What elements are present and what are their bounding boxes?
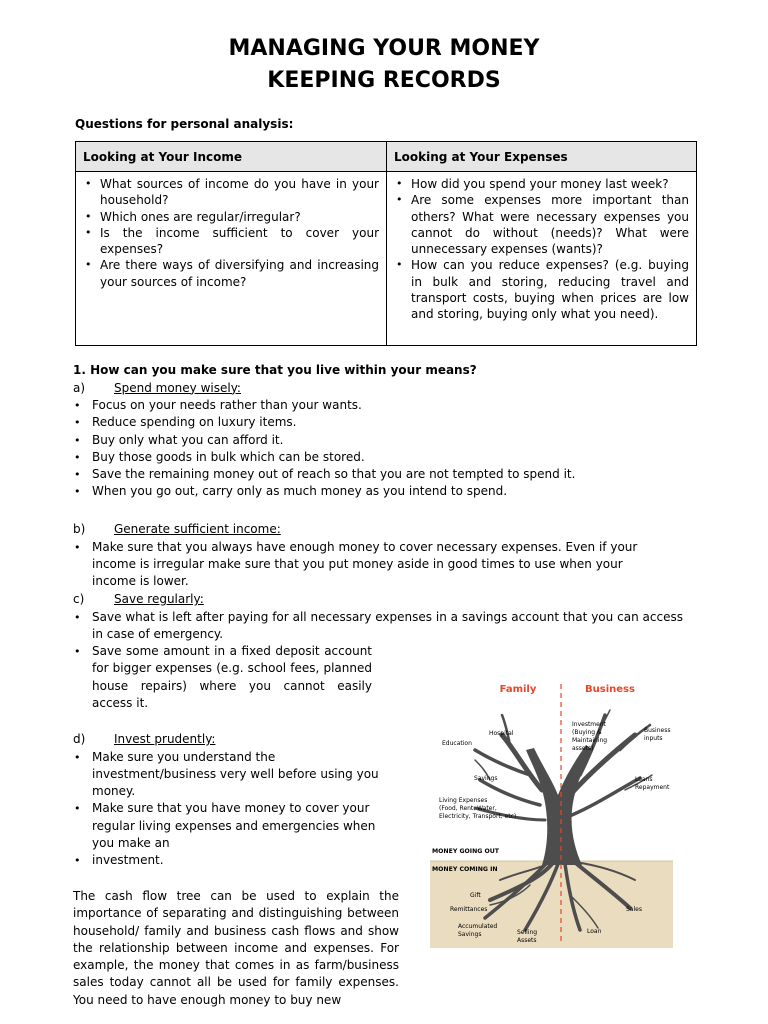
page-title-line1: MANAGING YOUR MONEY — [228, 36, 540, 61]
subsection-title-b — [73, 521, 663, 539]
expense-questions-cell — [387, 172, 697, 346]
remittances-label: Remittances — [450, 906, 488, 913]
list-item: • Save the remaining money out of reach so that you are not tempted to spend it. — [73, 466, 693, 483]
table-header-row — [76, 142, 697, 172]
list-item: • Make sure that you have money to cover your regular living expenses and emergencies when you make an — [73, 800, 383, 852]
business-inputs-label: Business — [644, 727, 671, 734]
cash-flow-paragraph: The cash flow tree can be used to explain the importance of separating and distinguishing between household/ family and business cash flows and show the relationship between income and expenses. For example, the money that comes in as farm/business sales today cannot all be used for family expenses. You need to have enough money to buy new — [73, 889, 399, 1007]
spend-wisely-list — [73, 397, 693, 501]
subsection-title-text: Spend money wisely: — [114, 380, 241, 395]
section-heading: 1. How can you make sure that you live within your means? — [73, 363, 477, 377]
page-title-line2: KEEPING RECORDS — [267, 68, 501, 93]
list-item: • Save what is left after paying for all necessary expenses in a savings account that you can access in case of emergency. — [73, 609, 683, 644]
accumulated-savings-label: Savings — [458, 931, 482, 938]
table-row — [76, 172, 697, 346]
subsection-letter: d) — [73, 732, 86, 746]
loans-repayment-label: Loans — [635, 776, 653, 783]
personal-analysis-table — [75, 141, 697, 346]
section-a-block — [73, 362, 693, 501]
subsection-title-text: Generate sufficient income: — [114, 522, 281, 536]
expenses-column-header: Looking at Your Expenses — [387, 142, 697, 172]
education-label: Education — [442, 740, 472, 747]
list-item: • Make sure that you always have enough money to cover necessary expenses. Even if your income is irregular make sure that you put money aside in good times to use when your income is lower. — [73, 539, 663, 591]
savings-label: Savings — [474, 775, 498, 782]
family-label: Family — [499, 684, 537, 695]
money-coming-in-label: MONEY COMING IN — [432, 866, 498, 873]
income-questions-cell — [76, 172, 387, 346]
subsection-title-c — [73, 591, 683, 609]
business-label: Business — [585, 684, 635, 695]
accumulated-savings-label: Accumulated — [458, 923, 498, 930]
selling-assets-label: Selling — [517, 929, 538, 936]
subsection-letter: b) — [73, 522, 86, 536]
list-item: • Buy only what you can afford it. — [73, 432, 693, 449]
section-d-block — [73, 731, 383, 870]
list-item: • Reduce spending on luxury items. — [73, 414, 693, 431]
income-questions-list — [83, 176, 379, 290]
questions-heading: Questions for personal analysis: — [75, 117, 294, 131]
list-item: • Which ones are regular/irregular? — [83, 209, 379, 225]
list-item: • Are some expenses more important than others? What were necessary expenses you cannot do without (needs)? What were unnecessary expenses (wants)? — [394, 192, 689, 257]
sufficient-income-list — [73, 539, 663, 591]
income-column-header: Looking at Your Income — [76, 142, 387, 172]
subsection-letter: a) — [73, 380, 86, 395]
hospital-label: Hospital — [489, 730, 514, 737]
living-expenses-label: Living Expenses — [439, 797, 488, 804]
subsection-title-text: Save regularly: — [114, 592, 204, 606]
money-going-out-label: MONEY GOING OUT — [432, 848, 500, 855]
living-expenses-label: Electricity, Transport, etc) — [439, 813, 517, 820]
list-item: • When you go out, carry only as much money as you intend to spend. — [73, 483, 693, 500]
selling-assets-label: Assets — [517, 937, 537, 944]
list-item: • How did you spend your money last week? — [394, 176, 689, 192]
list-item: • Buy those goods in bulk which can be stored. — [73, 449, 693, 466]
subsection-letter: c) — [73, 592, 85, 606]
list-item: • investment. — [73, 852, 383, 869]
subsection-title-a — [73, 380, 693, 398]
list-item: • Make sure you understand the investment/business very well before using you money. — [73, 749, 383, 801]
living-expenses-label: (Food, Rent, Water, — [439, 805, 497, 812]
cash-flow-tree-figure — [430, 680, 673, 948]
subsection-title-d — [73, 731, 383, 749]
loan-label: Loan — [587, 928, 602, 935]
investment-label: Maintaining — [572, 737, 608, 744]
investment-label: assets) — [572, 745, 594, 752]
list-item: • Is the income sufficient to cover your expenses? — [83, 225, 379, 258]
investment-label: Investment — [572, 721, 606, 728]
invest-prudently-list — [73, 749, 383, 870]
subsection-title-text: Invest prudently: — [114, 732, 216, 746]
section-b-block — [73, 521, 663, 590]
expense-questions-list — [394, 176, 689, 323]
list-item: • How can you reduce expenses? (e.g. buying in bulk and storing, reducing travel and transport costs, buying when prices are low and storing, buying only what you need). — [394, 257, 689, 322]
list-item: • Are there ways of diversifying and increasing your sources of income? — [83, 257, 379, 290]
list-item: • Save some amount in a fixed deposit account for bigger expenses (e.g. school fees, planned house repairs) where you cannot easily access it. — [73, 643, 372, 712]
business-inputs-label: inputs — [644, 735, 663, 742]
list-item: • Focus on your needs rather than your wants. — [73, 397, 693, 414]
loans-repayment-label: Repayment — [635, 784, 670, 791]
family-branch-labels — [439, 730, 516, 820]
gift-label: Gift — [470, 892, 481, 899]
list-item: • What sources of income do you have in your household? — [83, 176, 379, 209]
sales-label: Sales — [626, 906, 642, 913]
investment-label: (Buying & — [572, 729, 602, 736]
